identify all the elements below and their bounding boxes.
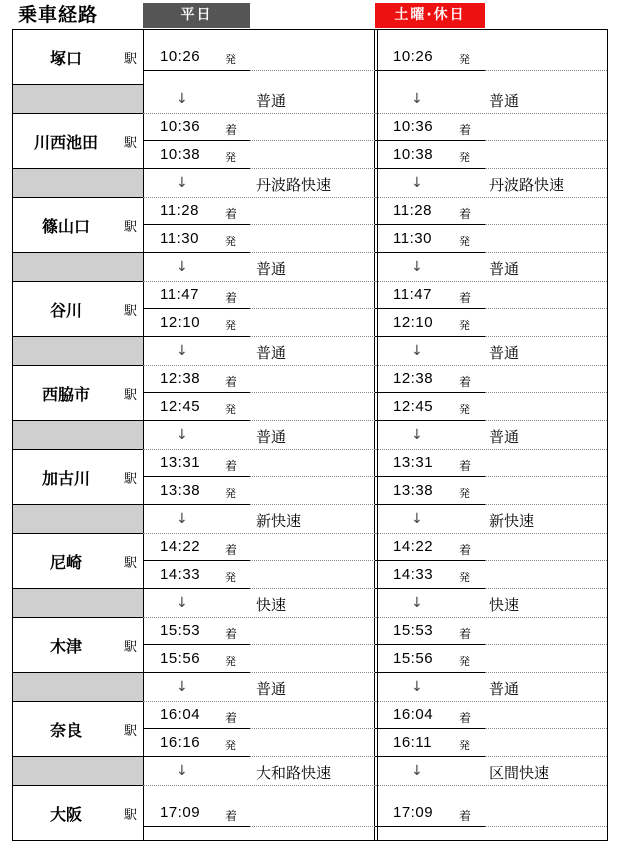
- weekday-arrive-label: 着: [225, 375, 238, 389]
- weekday-arrive-label: 着: [225, 809, 238, 823]
- station-suffix: 駅: [124, 556, 138, 571]
- row-rule: [13, 420, 143, 421]
- weekday-time: 11:30: [160, 230, 199, 247]
- holiday-time: 10:26: [393, 48, 434, 65]
- holiday-time: 12:10: [393, 314, 434, 331]
- dotted-rule: [143, 617, 375, 618]
- weekday-depart-label: 発: [225, 319, 236, 332]
- transfer-row-shade: [13, 253, 143, 282]
- time-underline: [143, 826, 250, 827]
- station-suffix: 駅: [124, 388, 138, 403]
- station-name: 西脇市: [41, 385, 90, 404]
- dotted-rule: [375, 785, 607, 786]
- holiday-time: 17:09: [393, 804, 434, 821]
- holiday-depart-label: 発: [459, 151, 470, 164]
- weekday-depart-label: 発: [225, 235, 236, 248]
- weekday-depart-label: 発: [225, 655, 236, 668]
- holiday-time: 11:47: [393, 286, 432, 303]
- holiday-time: 14:33: [393, 566, 434, 583]
- time-underline: [375, 70, 485, 71]
- weekday-time: 12:38: [160, 370, 201, 387]
- time-underline: [375, 476, 485, 477]
- weekday-train-type: 丹波路快速: [256, 176, 332, 194]
- holiday-arrow-icon: ↓: [411, 175, 423, 191]
- dotted-rule: [485, 252, 607, 253]
- weekday-arrow-icon: ↓: [176, 343, 188, 359]
- transfer-row-shade: [13, 505, 143, 534]
- row-rule: [13, 84, 143, 85]
- weekday-arrive-label: 着: [225, 291, 238, 305]
- dotted-rule: [250, 476, 375, 477]
- weekday-arrow-icon: ↓: [176, 511, 188, 527]
- dotted-rule: [375, 449, 607, 450]
- holiday-arrive-label: 着: [459, 809, 472, 823]
- weekday-time: 10:26: [160, 48, 201, 65]
- row-rule: [13, 168, 143, 169]
- weekday-arrive-label: 着: [225, 711, 238, 725]
- holiday-train-type: 区間快速: [489, 764, 550, 782]
- weekday-time: 10:36: [160, 118, 201, 135]
- holiday-train-type: 丹波路快速: [489, 176, 565, 194]
- station-suffix: 駅: [124, 136, 138, 151]
- time-underline: [375, 252, 485, 253]
- holiday-depart-label: 発: [459, 487, 470, 500]
- dotted-rule: [250, 644, 375, 645]
- time-underline: [143, 252, 250, 253]
- weekday-time: 13:31: [160, 454, 201, 471]
- dotted-rule: [250, 420, 375, 421]
- row-rule: [13, 252, 143, 253]
- weekday-time: 12:45: [160, 398, 201, 415]
- holiday-arrive-label: 着: [459, 627, 472, 641]
- weekday-depart-label: 発: [225, 53, 236, 66]
- time-underline: [375, 644, 485, 645]
- holiday-header: 土曜·休日: [375, 3, 485, 28]
- dotted-rule: [143, 449, 375, 450]
- row-rule: [13, 365, 143, 366]
- weekday-arrow-icon: ↓: [176, 259, 188, 275]
- weekday-time: 15:56: [160, 650, 201, 667]
- column-divider: [377, 29, 378, 841]
- weekday-train-type: 新快速: [256, 512, 302, 530]
- transfer-row-shade: [13, 169, 143, 198]
- weekday-arrow-icon: ↓: [176, 91, 188, 107]
- dotted-rule: [250, 728, 375, 729]
- weekday-arrive-label: 着: [225, 543, 238, 557]
- weekday-time: 16:16: [160, 734, 201, 751]
- dotted-rule: [143, 785, 375, 786]
- station-suffix: 駅: [124, 220, 138, 235]
- row-rule: [13, 533, 143, 534]
- dotted-rule: [375, 113, 607, 114]
- dotted-rule: [485, 420, 607, 421]
- time-underline: [143, 70, 250, 71]
- weekday-arrow-icon: ↓: [176, 763, 188, 779]
- holiday-depart-label: 発: [459, 655, 470, 668]
- holiday-train-type: 新快速: [489, 512, 535, 530]
- dotted-rule: [143, 113, 375, 114]
- row-rule: [13, 197, 143, 198]
- row-rule: [13, 113, 143, 114]
- dotted-rule: [485, 168, 607, 169]
- transfer-row-shade: [13, 673, 143, 702]
- holiday-arrow-icon: ↓: [411, 763, 423, 779]
- station-name: 大阪: [49, 805, 82, 824]
- station-name: 奈良: [49, 721, 82, 740]
- dotted-rule: [485, 336, 607, 337]
- holiday-train-type: 普通: [489, 428, 520, 446]
- dotted-rule: [143, 701, 375, 702]
- holiday-train-type: 普通: [489, 92, 520, 110]
- dotted-rule: [250, 70, 375, 71]
- station-suffix: 駅: [124, 52, 138, 67]
- time-underline: [143, 504, 250, 505]
- time-underline: [375, 728, 485, 729]
- dotted-rule: [250, 224, 375, 225]
- dotted-rule: [250, 560, 375, 561]
- weekday-train-type: 普通: [256, 260, 287, 278]
- weekday-train-type: 普通: [256, 92, 287, 110]
- time-underline: [143, 168, 250, 169]
- time-underline: [143, 588, 250, 589]
- row-rule: [13, 281, 143, 282]
- holiday-time: 16:04: [393, 706, 434, 723]
- time-underline: [375, 168, 485, 169]
- holiday-time: 13:31: [393, 454, 434, 471]
- dotted-rule: [250, 826, 375, 827]
- holiday-train-type: 普通: [489, 260, 520, 278]
- column-divider: [143, 29, 144, 841]
- holiday-arrow-icon: ↓: [411, 511, 423, 527]
- weekday-arrow-icon: ↓: [176, 679, 188, 695]
- holiday-depart-label: 発: [459, 235, 470, 248]
- station-suffix: 駅: [124, 304, 138, 319]
- weekday-time: 14:33: [160, 566, 201, 583]
- holiday-time: 16:11: [393, 734, 432, 751]
- holiday-arrow-icon: ↓: [411, 343, 423, 359]
- holiday-depart-label: 発: [459, 739, 470, 752]
- station-name: 谷川: [49, 301, 82, 320]
- holiday-train-type: 普通: [489, 680, 520, 698]
- time-underline: [143, 392, 250, 393]
- dotted-rule: [485, 672, 607, 673]
- weekday-arrow-icon: ↓: [176, 595, 188, 611]
- row-rule: [13, 504, 143, 505]
- dotted-rule: [375, 281, 607, 282]
- dotted-rule: [375, 197, 607, 198]
- station-name: 加古川: [41, 469, 90, 488]
- dotted-rule: [485, 588, 607, 589]
- time-underline: [143, 308, 250, 309]
- station-name: 川西池田: [33, 133, 98, 152]
- weekday-depart-label: 発: [225, 571, 236, 584]
- dotted-rule: [375, 617, 607, 618]
- dotted-rule: [485, 140, 607, 141]
- station-name: 尼崎: [49, 553, 82, 572]
- holiday-arrive-label: 着: [459, 291, 472, 305]
- holiday-time: 11:28: [393, 202, 432, 219]
- dotted-rule: [485, 728, 607, 729]
- holiday-time: 11:30: [393, 230, 432, 247]
- dotted-rule: [143, 281, 375, 282]
- holiday-arrow-icon: ↓: [411, 679, 423, 695]
- weekday-arrive-label: 着: [225, 459, 238, 473]
- holiday-arrow-icon: ↓: [411, 91, 423, 107]
- holiday-time: 15:53: [393, 622, 434, 639]
- holiday-arrow-icon: ↓: [411, 259, 423, 275]
- time-underline: [143, 476, 250, 477]
- row-rule: [13, 617, 143, 618]
- dotted-rule: [250, 308, 375, 309]
- dotted-rule: [375, 533, 607, 534]
- dotted-rule: [485, 392, 607, 393]
- holiday-time: 15:56: [393, 650, 434, 667]
- row-rule: [13, 336, 143, 337]
- weekday-time: 11:28: [160, 202, 199, 219]
- weekday-depart-label: 発: [225, 487, 236, 500]
- holiday-depart-label: 発: [459, 403, 470, 416]
- transfer-row-shade: [13, 757, 143, 786]
- time-underline: [143, 560, 250, 561]
- weekday-time: 13:38: [160, 482, 201, 499]
- dotted-rule: [485, 560, 607, 561]
- time-underline: [375, 826, 485, 827]
- time-underline: [143, 672, 250, 673]
- dotted-rule: [485, 504, 607, 505]
- station-name: 塚口: [49, 49, 82, 68]
- page-title: 乗車経路: [18, 4, 99, 26]
- time-underline: [375, 756, 485, 757]
- weekday-arrive-label: 着: [225, 123, 238, 137]
- station-name: 木津: [49, 637, 82, 656]
- dotted-rule: [250, 392, 375, 393]
- holiday-depart-label: 発: [459, 571, 470, 584]
- dotted-rule: [485, 70, 607, 71]
- time-underline: [375, 588, 485, 589]
- station-suffix: 駅: [124, 640, 138, 655]
- holiday-arrive-label: 着: [459, 459, 472, 473]
- weekday-arrive-label: 着: [225, 627, 238, 641]
- row-rule: [13, 785, 143, 786]
- time-underline: [375, 672, 485, 673]
- station-suffix: 駅: [124, 724, 138, 739]
- weekday-arrow-icon: ↓: [176, 427, 188, 443]
- transfer-row-shade: [13, 85, 143, 114]
- dotted-rule: [143, 365, 375, 366]
- time-underline: [143, 140, 250, 141]
- row-rule: [13, 449, 143, 450]
- time-underline: [375, 392, 485, 393]
- dotted-rule: [250, 588, 375, 589]
- holiday-time: 10:36: [393, 118, 434, 135]
- weekday-train-type: 普通: [256, 344, 287, 362]
- weekday-time: 10:38: [160, 146, 201, 163]
- dotted-rule: [250, 336, 375, 337]
- dotted-rule: [250, 504, 375, 505]
- dotted-rule: [485, 826, 607, 827]
- row-rule: [13, 756, 143, 757]
- time-underline: [375, 140, 485, 141]
- holiday-arrive-label: 着: [459, 123, 472, 137]
- time-underline: [375, 308, 485, 309]
- holiday-arrive-label: 着: [459, 543, 472, 557]
- weekday-time: 16:04: [160, 706, 201, 723]
- weekday-depart-label: 発: [225, 739, 236, 752]
- holiday-arrow-icon: ↓: [411, 427, 423, 443]
- dotted-rule: [143, 197, 375, 198]
- time-underline: [143, 336, 250, 337]
- weekday-time: 11:47: [160, 286, 199, 303]
- row-rule: [13, 588, 143, 589]
- holiday-depart-label: 発: [459, 53, 470, 66]
- dotted-rule: [250, 168, 375, 169]
- dotted-rule: [250, 140, 375, 141]
- holiday-time: 14:22: [393, 538, 434, 555]
- time-underline: [375, 420, 485, 421]
- row-rule: [13, 701, 143, 702]
- dotted-rule: [375, 365, 607, 366]
- dotted-rule: [250, 756, 375, 757]
- time-underline: [143, 728, 250, 729]
- holiday-time: 13:38: [393, 482, 434, 499]
- transfer-row-shade: [13, 421, 143, 450]
- dotted-rule: [485, 476, 607, 477]
- weekday-arrow-icon: ↓: [176, 175, 188, 191]
- dotted-rule: [250, 672, 375, 673]
- holiday-time: 10:38: [393, 146, 434, 163]
- time-underline: [143, 756, 250, 757]
- weekday-header: 平日: [143, 3, 250, 28]
- dotted-rule: [485, 308, 607, 309]
- weekday-train-type: 普通: [256, 680, 287, 698]
- weekday-depart-label: 発: [225, 403, 236, 416]
- column-divider: [374, 29, 375, 841]
- dotted-rule: [485, 644, 607, 645]
- dotted-rule: [485, 756, 607, 757]
- holiday-train-type: 普通: [489, 344, 520, 362]
- holiday-arrow-icon: ↓: [411, 595, 423, 611]
- dotted-rule: [375, 701, 607, 702]
- station-name: 篠山口: [41, 217, 90, 236]
- weekday-time: 15:53: [160, 622, 201, 639]
- time-underline: [375, 560, 485, 561]
- weekday-depart-label: 発: [225, 151, 236, 164]
- transfer-row-shade: [13, 589, 143, 618]
- holiday-arrive-label: 着: [459, 207, 472, 221]
- weekday-time: 12:10: [160, 314, 201, 331]
- holiday-arrive-label: 着: [459, 711, 472, 725]
- holiday-depart-label: 発: [459, 319, 470, 332]
- transfer-row-shade: [13, 337, 143, 366]
- holiday-train-type: 快速: [489, 596, 520, 614]
- time-underline: [375, 224, 485, 225]
- time-underline: [375, 504, 485, 505]
- weekday-train-type: 普通: [256, 428, 287, 446]
- dotted-rule: [485, 224, 607, 225]
- weekday-time: 17:09: [160, 804, 201, 821]
- weekday-train-type: 快速: [256, 596, 287, 614]
- time-underline: [143, 644, 250, 645]
- station-suffix: 駅: [124, 472, 138, 487]
- holiday-time: 12:38: [393, 370, 434, 387]
- station-suffix: 駅: [124, 808, 138, 823]
- holiday-arrive-label: 着: [459, 375, 472, 389]
- holiday-time: 12:45: [393, 398, 434, 415]
- dotted-rule: [143, 533, 375, 534]
- row-rule: [13, 672, 143, 673]
- weekday-time: 14:22: [160, 538, 201, 555]
- weekday-arrive-label: 着: [225, 207, 238, 221]
- time-underline: [143, 224, 250, 225]
- time-underline: [143, 420, 250, 421]
- time-underline: [375, 336, 485, 337]
- weekday-train-type: 大和路快速: [256, 764, 332, 782]
- dotted-rule: [250, 252, 375, 253]
